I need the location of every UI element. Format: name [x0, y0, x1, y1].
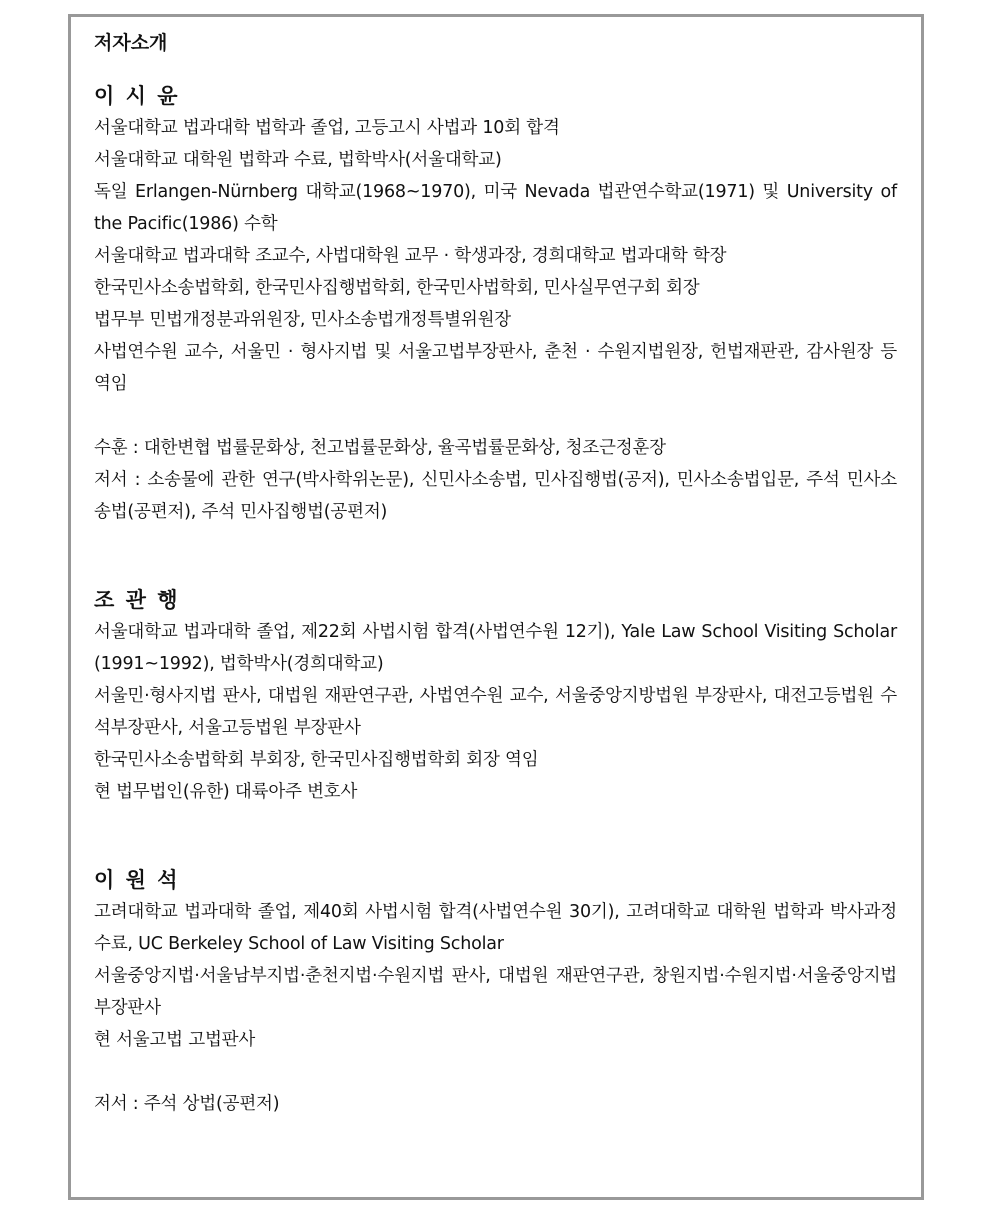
career-line: 한국민사소송법학회 부회장, 한국민사집행법학회 회장 역임 [94, 750, 539, 770]
career-line: 법무부 민법개정분과위원장, 민사소송법개정특별위원장 [94, 310, 512, 330]
career-line: 서울대학교 법과대학 법학과 졸업, 고등고시 사법과 10회 합격 [94, 118, 560, 138]
author-block [94, 80, 897, 528]
career-line: 독일 Erlangen-Nürnberg 대학교(1968~1970), 미국 Nevada 법관연수학교(1971) 및 University of the Pacific(1986) 수학 [94, 182, 897, 234]
career-line: 고려대학교 법과대학 졸업, 제40회 사법시험 합격(사법연수원 30기), 고려대학교 대학원 법학과 박사과정 수료, UC Berkeley School of Law Visiting Scholar [94, 902, 897, 954]
author-intro [94, 28, 897, 1120]
section-heading: 저자소개 [94, 32, 168, 54]
career-line: 서울대학교 법과대학 졸업, 제22회 사법시험 합격(사법연수원 12기), Yale Law School Visiting Scholar (1991~1992), 법학박사(경희대학교) [94, 622, 897, 674]
career-line: 서울민·형사지법 판사, 대법원 재판연구관, 사법연수원 교수, 서울중앙지방법원 부장판사, 대전고등법원 수석부장판사, 서울고등법원 부장판사 [94, 686, 897, 738]
author-block [94, 584, 897, 808]
publications-line: 저서 : 주석 상법(공편저) [94, 1094, 280, 1114]
author-block [94, 864, 897, 1120]
career-line: 서울대학교 법과대학 조교수, 사법대학원 교무 · 학생과장, 경희대학교 법과대학 학장 [94, 246, 727, 266]
career-line: 사법연수원 교수, 서울민 · 형사지법 및 서울고법부장판사, 춘천 · 수원지법원장, 헌법재판관, 감사원장 등 역임 [94, 342, 897, 394]
career-line: 한국민사소송법학회, 한국민사집행법학회, 한국민사법학회, 민사실무연구회 회장 [94, 278, 700, 298]
career-line: 현 법무법인(유한) 대륙아주 변호사 [94, 782, 358, 802]
author-name: 이 원 석 [94, 868, 180, 892]
career-line: 서울중앙지법·서울남부지법·춘천지법·수원지법 판사, 대법원 재판연구관, 창원지법·수원지법·서울중앙지법 부장판사 [94, 966, 897, 1018]
publications-line: 저서 : 소송물에 관한 연구(박사학위논문), 신민사소송법, 민사집행법(공저), 민사소송법입문, 주석 민사소송법(공편저), 주석 민사집행법(공편저) [94, 470, 897, 522]
career-line: 현 서울고법 고법판사 [94, 1030, 256, 1050]
author-name: 이 시 윤 [94, 84, 180, 108]
awards-line: 수훈 : 대한변협 법률문화상, 천고법률문화상, 율곡법률문화상, 청조근정훈장 [94, 438, 666, 458]
career-line: 서울대학교 대학원 법학과 수료, 법학박사(서울대학교) [94, 150, 502, 170]
author-name: 조 관 행 [94, 588, 180, 612]
